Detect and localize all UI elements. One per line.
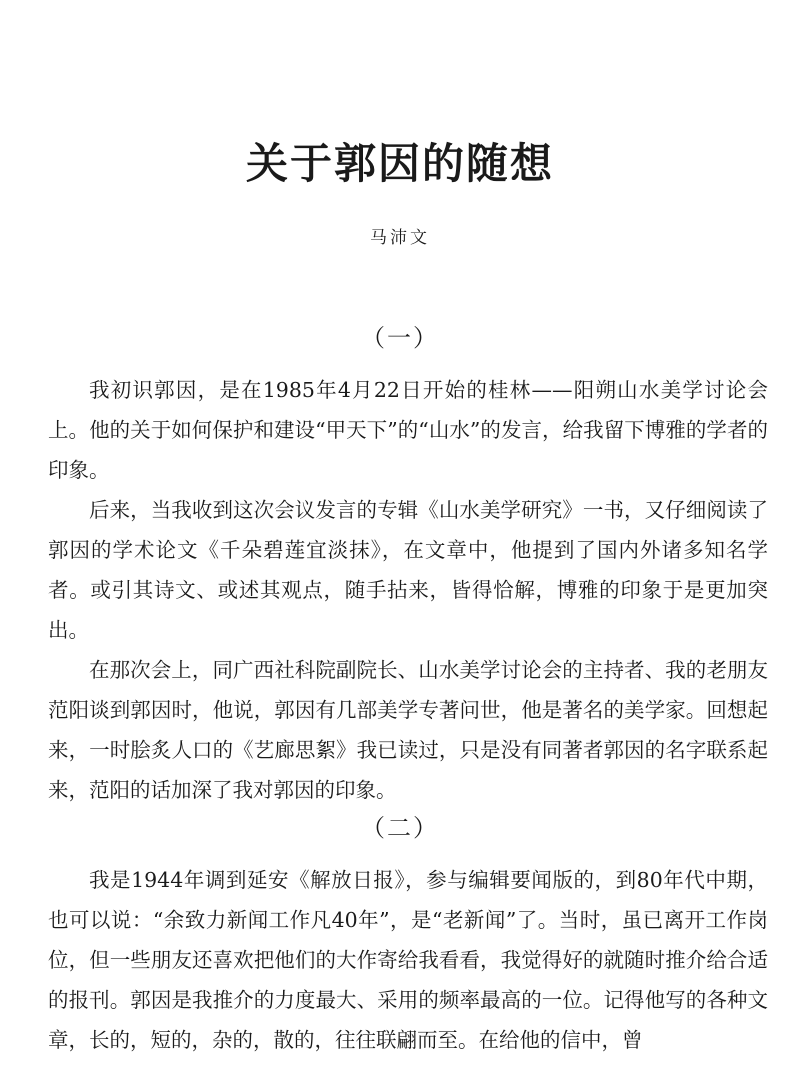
- section-heading-1: （一）: [361, 324, 439, 352]
- article-author: 马沛文: [370, 228, 430, 248]
- section-1-body: [48, 370, 768, 810]
- paragraph: 在那次会上，同广西社科院副院长、山水美学讨论会的主持者、我的老朋友范阳谈到郭因时，他说，郭因有几部美学专著问世，他是著名的美学家。回想起来，一时脍炙人口的《艺廊思絮》我已读过，只是没有同著者郭因的名字联系起来，范阳的话加深了我对郭因的印象。: [48, 658, 768, 802]
- paragraph: 我是1944年调到延安《解放日报》，参与编辑要闻版的，到80年代中期，也可以说：“余致力新闻工作凡40年”，是“老新闻”了。当时，虽已离开工作岗位，但一些朋友还喜欢把他们的大作寄给我看看，我觉得好的就随时推介给合适的报刊。郭因是我推介的力度最大、采用的频率最高的一位。记得他写的各种文章，长的，短的，杂的，散的，往往联翩而至。在给他的信中，曾: [48, 868, 768, 1052]
- section-2-body: [48, 860, 768, 1060]
- article-title: 关于郭因的随想: [245, 139, 554, 188]
- paragraph: 我初识郭因，是在1985年4月22日开始的桂林——阳朔山水美学讨论会上。他的关于如何保护和建设“甲天下”的“山水”的发言，给我留下博雅的学者的印象。: [48, 378, 768, 482]
- section-heading-2: （二）: [361, 814, 439, 842]
- paragraph: 后来，当我收到这次会议发言的专辑《山水美学研究》一书，又仔细阅读了郭因的学术论文《千朵碧莲宜淡抹》，在文章中，他提到了国内外诸多知名学者。或引其诗文、或述其观点，随手拈来，皆得恰解，博雅的印象于是更加突出。: [48, 498, 768, 642]
